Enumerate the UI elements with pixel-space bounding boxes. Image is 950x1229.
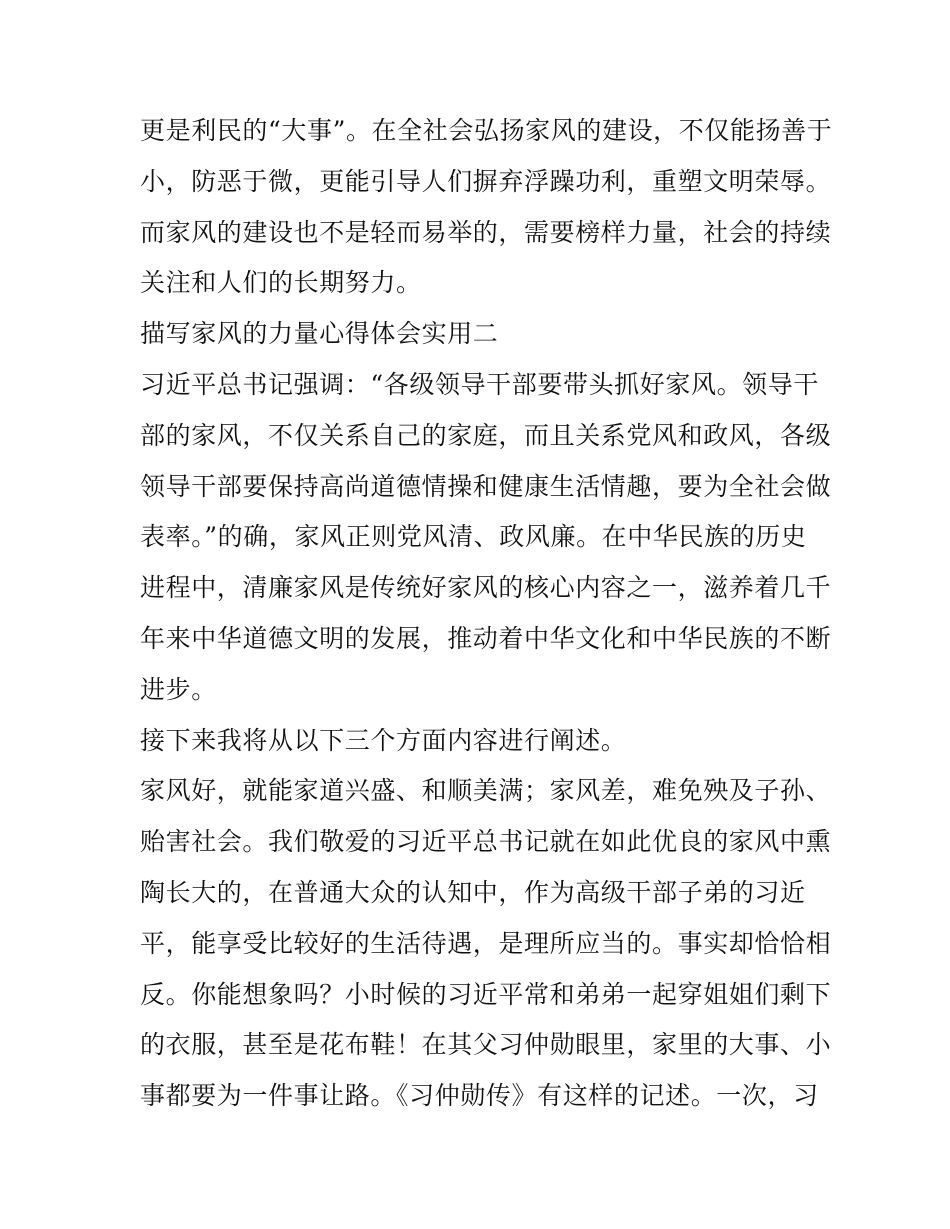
text-line: 年来中华道德文明的发展，推动着中华文化和中华民族的不断 (140, 623, 832, 653)
text-line: 部的家风，不仅关系自己的家庭，而且关系党风和政风，各级 (140, 420, 832, 450)
text-line: 表率。”的确，家风正则党风清、政风廉。在中华民族的历史 (140, 522, 807, 552)
body-text (140, 106, 833, 1122)
text-line: 领导干部要保持高尚道德情操和健康生活情趣，要为全社会做 (140, 471, 832, 501)
text-line: 家风好，就能家道兴盛、和顺美满；家风差，难免殃及子孙、 (140, 776, 832, 806)
section-heading: 描写家风的力量心得体会实用二 (140, 319, 499, 349)
text-line: 更是利民的“大事”。在全社会弘扬家风的建设，不仅能扬善于 (140, 116, 833, 145)
text-line: 进程中，清廉家风是传统好家风的核心内容之一，滋养着几千 (140, 573, 832, 603)
text-line: 进步。 (140, 674, 217, 704)
text-line: 习近平总书记强调：“各级领导干部要带头抓好家风。领导干 (140, 369, 819, 399)
text-line: 的衣服，甚至是花布鞋！在其父习仲勋眼里，家里的大事、小 (140, 1030, 832, 1060)
text-line: 陶长大的，在普通大众的认知中，作为高级干部子弟的习近 (140, 877, 806, 907)
text-line: 接下来我将从以下三个方面内容进行阐述。 (140, 725, 627, 755)
text-line: 小，防恶于微，更能引导人们摒弃浮躁功利，重塑文明荣辱。 (140, 166, 832, 196)
text-line: 而家风的建设也不是轻而易举的，需要榜样力量，社会的持续 (140, 217, 832, 247)
text-line: 贻害社会。我们敬爱的习近平总书记就在如此优良的家风中熏 (140, 827, 832, 857)
text-line: 反。你能想象吗？小时候的习近平常和弟弟一起穿姐姐们剩下 (140, 979, 832, 1009)
text-line: 关注和人们的长期努力。 (140, 268, 422, 298)
text-line: 事都要为一件事让路。《习仲勋传》有这样的记述。一次，习 (140, 1081, 819, 1111)
text-line: 平，能享受比较好的生活待遇，是理所应当的。事实却恰恰相 (140, 928, 832, 958)
